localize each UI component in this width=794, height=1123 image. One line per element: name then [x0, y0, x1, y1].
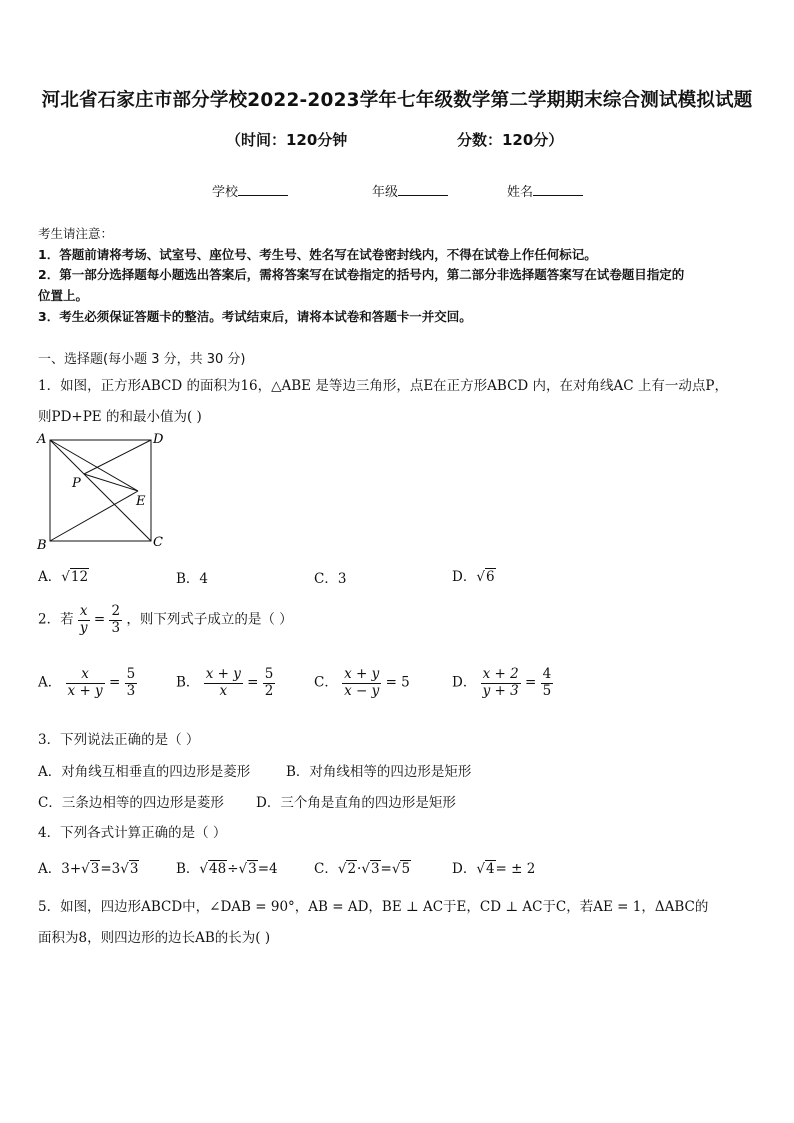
notice-item-1: 1．答题前请将考场、试室号、座位号、考生号、姓名写在试卷密封线内，不得在试卷上作任何标记。	[38, 247, 597, 262]
q3-option-a[interactable]: A．对角线互相垂直的四边形是菱形	[38, 764, 251, 780]
fraction: $\frac{4}{5}$	[542, 666, 552, 699]
q1-option-d[interactable]	[452, 565, 496, 585]
q1-option-a[interactable]	[38, 565, 89, 585]
q3-stem: 3．下列说法正确的是（ ）	[38, 732, 200, 748]
q1-figure	[34, 430, 174, 552]
sqrt-icon: √	[61, 569, 70, 585]
time-limit: （时间：120分钟	[226, 131, 348, 149]
notice-heading: 考生请注意：	[38, 226, 114, 241]
name-field[interactable]	[507, 181, 583, 200]
equals: =	[93, 611, 106, 628]
q4-option-d[interactable]: D．√4= ± 2	[452, 861, 536, 877]
sqrt-icon: √	[120, 861, 129, 877]
sqrt-icon: √	[337, 861, 347, 877]
fraction: $\frac{5}{2}$	[264, 666, 274, 699]
school-label: 学校	[212, 185, 239, 200]
q4-option-b[interactable]: B．√48÷√3=4	[176, 861, 278, 877]
option-label: D．	[452, 569, 477, 585]
sqrt-icon: √	[361, 861, 370, 877]
option-label: A．	[38, 861, 62, 877]
q2-option-b[interactable]	[176, 667, 275, 699]
option-label: A．	[38, 569, 62, 585]
sqrt-icon: √	[238, 861, 248, 877]
fraction: $\frac{5}{3}$	[126, 666, 136, 699]
q2-suffix: ，则下列式子成立的是（ ）	[126, 611, 293, 628]
grade-label: 年级	[372, 185, 399, 200]
school-blank[interactable]	[238, 183, 288, 196]
sqrt-icon: √	[199, 861, 209, 877]
sqrt-icon: √	[476, 569, 485, 585]
q4-option-a[interactable]: A．3+√3=3√3	[38, 861, 139, 877]
q2-option-d[interactable]	[452, 667, 553, 699]
sqrt-icon: √	[391, 861, 401, 877]
q1-line-2: 则PD+PE 的和最小值为( )	[38, 409, 202, 425]
notice-item-2a: 2．第一部分选择题每小题选出答案后，需将答案写在试卷指定的括号内，第二部分非选择题答案写在试卷题目指定的	[38, 267, 685, 282]
fraction: $\frac{2}{3}$	[111, 603, 121, 636]
rhs: = 5	[385, 674, 410, 691]
fraction: $\frac{x + y}{x}$	[205, 666, 241, 699]
total-score: 分数：120分）	[457, 131, 564, 149]
name-blank[interactable]	[533, 183, 583, 196]
fraction: $\frac{x + y}{x - y}$	[344, 666, 380, 699]
grade-blank[interactable]	[398, 183, 448, 196]
school-field[interactable]	[212, 181, 288, 200]
option-label: C．	[314, 861, 338, 877]
q1-option-b[interactable]: B．4	[176, 571, 209, 587]
q4-stem: 4．下列各式计算正确的是（ ）	[38, 825, 227, 841]
notice-item-3: 3．考生必须保证答题卡的整洁。考试结束后，请将本试卷和答题卡一并交回。	[38, 309, 472, 324]
sqrt-icon: √	[476, 861, 485, 877]
q4-option-c[interactable]: C．√2·√3=√5	[314, 861, 411, 877]
q1-line-1: 1．如图，正方形ABCD 的面积为16，△ABE 是等边三角形，点E在正方形ABCD 内，在对角线AC 上有一动点P，	[38, 378, 729, 394]
label-p: P	[72, 476, 81, 491]
label-d: D	[153, 432, 164, 447]
q2-prefix: 2．若	[38, 611, 74, 628]
q2-option-a[interactable]	[38, 667, 137, 699]
q3-option-b[interactable]: B．对角线相等的四边形是矩形	[286, 764, 472, 780]
q5-line-1: 5．如图，四边形ABCD中，∠DAB = 90°，AB = AD，BE ⊥ AC于E，CD ⊥ AC于C，若AE = 1，ΔABC的	[38, 899, 709, 915]
option-label: C．	[314, 674, 338, 691]
equals: =	[525, 674, 537, 691]
radicand: 6	[485, 569, 495, 585]
equals: =	[247, 674, 259, 691]
label-b: B	[37, 538, 47, 552]
exam-title: 河北省石家庄市部分学校2022-2023学年七年级数学第二学期期末综合测试模拟试题	[41, 90, 753, 111]
equals: =	[108, 674, 121, 691]
name-label: 姓名	[507, 185, 534, 200]
fraction: $\frac{x}{y}$	[79, 603, 88, 636]
sqrt-icon: √	[81, 861, 90, 877]
q2-option-c[interactable]	[314, 667, 410, 699]
label-a: A	[37, 432, 47, 447]
q3-option-c[interactable]: C．三条边相等的四边形是菱形	[38, 795, 224, 811]
q5-line-2: 面积为8，则四边形的边长AB的长为( )	[38, 930, 271, 946]
option-label: D．	[452, 674, 477, 691]
label-c: C	[153, 535, 163, 550]
q3-option-d[interactable]: D．三个角是直角的四边形是矩形	[256, 795, 456, 811]
fraction: $\frac{x}{x + y}$	[67, 666, 103, 699]
fraction: $\frac{x + 2}{y + 3}$	[482, 666, 519, 699]
segment-pd	[84, 440, 151, 474]
option-label: B．	[176, 861, 200, 877]
option-label: A．	[38, 674, 62, 691]
segment-be	[50, 491, 138, 541]
label-e: E	[136, 494, 146, 509]
radicand: 12	[70, 569, 89, 585]
section-heading: 一、选择题(每小题 3 分，共 30 分)	[38, 352, 246, 367]
option-label: B．	[176, 674, 200, 691]
q2-stem	[38, 604, 293, 636]
q1-option-c[interactable]: C．3	[314, 571, 347, 587]
grade-field[interactable]	[372, 181, 448, 200]
notice-item-2b: 位置上。	[38, 288, 89, 303]
option-label: D．	[452, 861, 477, 877]
